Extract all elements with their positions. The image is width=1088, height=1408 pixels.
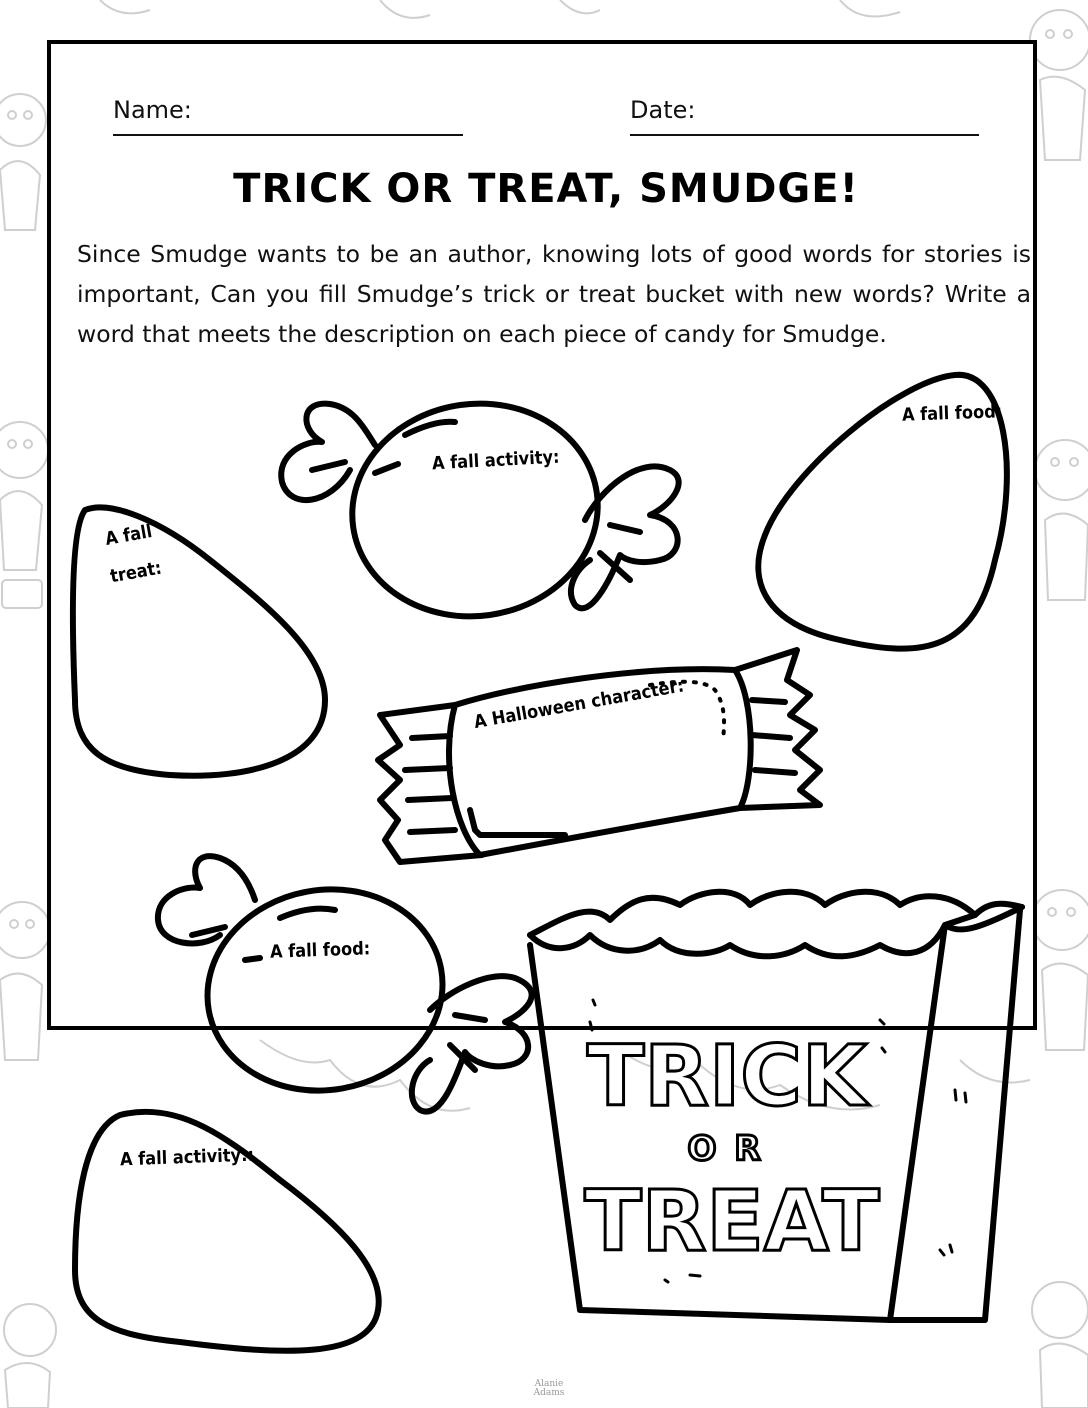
- instructions-text: Since Smudge wants to be an author, knowing lots of good words for stories is important, Can you fill Smudge’s trick or treat bucket with new words? Write a word that meets the description on each piece of candy for Smudge.: [77, 240, 1031, 348]
- candy-label-fall-food-1: A fall food:: [901, 401, 1003, 426]
- candy-label-fall-treat-line2: treat:: [108, 557, 164, 588]
- candy-label-fall-food-2: A fall food:: [269, 938, 371, 963]
- answer-area-halloween-character[interactable]: [480, 740, 720, 820]
- answer-area-fall-activity-1[interactable]: [390, 480, 560, 580]
- bucket-trick-text: TRICK: [587, 1027, 867, 1125]
- date-label: Date:: [630, 96, 696, 124]
- bucket-treat-text: TREAT: [584, 1172, 880, 1270]
- candy-label-fall-activity-2: A fall activity::: [119, 1144, 255, 1171]
- answer-area-fall-food-1[interactable]: [800, 440, 970, 610]
- page-title: TRICK OR TREAT, SMUDGE!: [233, 166, 859, 212]
- answer-area-fall-food-2[interactable]: [240, 970, 410, 1060]
- candy-label-halloween-character: A Halloween character:: [472, 675, 686, 733]
- candy-label-fall-activity-1: A fall activity:: [431, 446, 561, 475]
- candy-label-fall-treat-line1: A fall: [103, 521, 154, 550]
- bucket-or-text: OR: [687, 1129, 779, 1169]
- answer-area-fall-treat[interactable]: [95, 600, 285, 750]
- name-label: Name:: [113, 96, 192, 124]
- footer-logo: Alanie Adams: [533, 1379, 565, 1398]
- answer-area-fall-activity-2[interactable]: [100, 1180, 340, 1320]
